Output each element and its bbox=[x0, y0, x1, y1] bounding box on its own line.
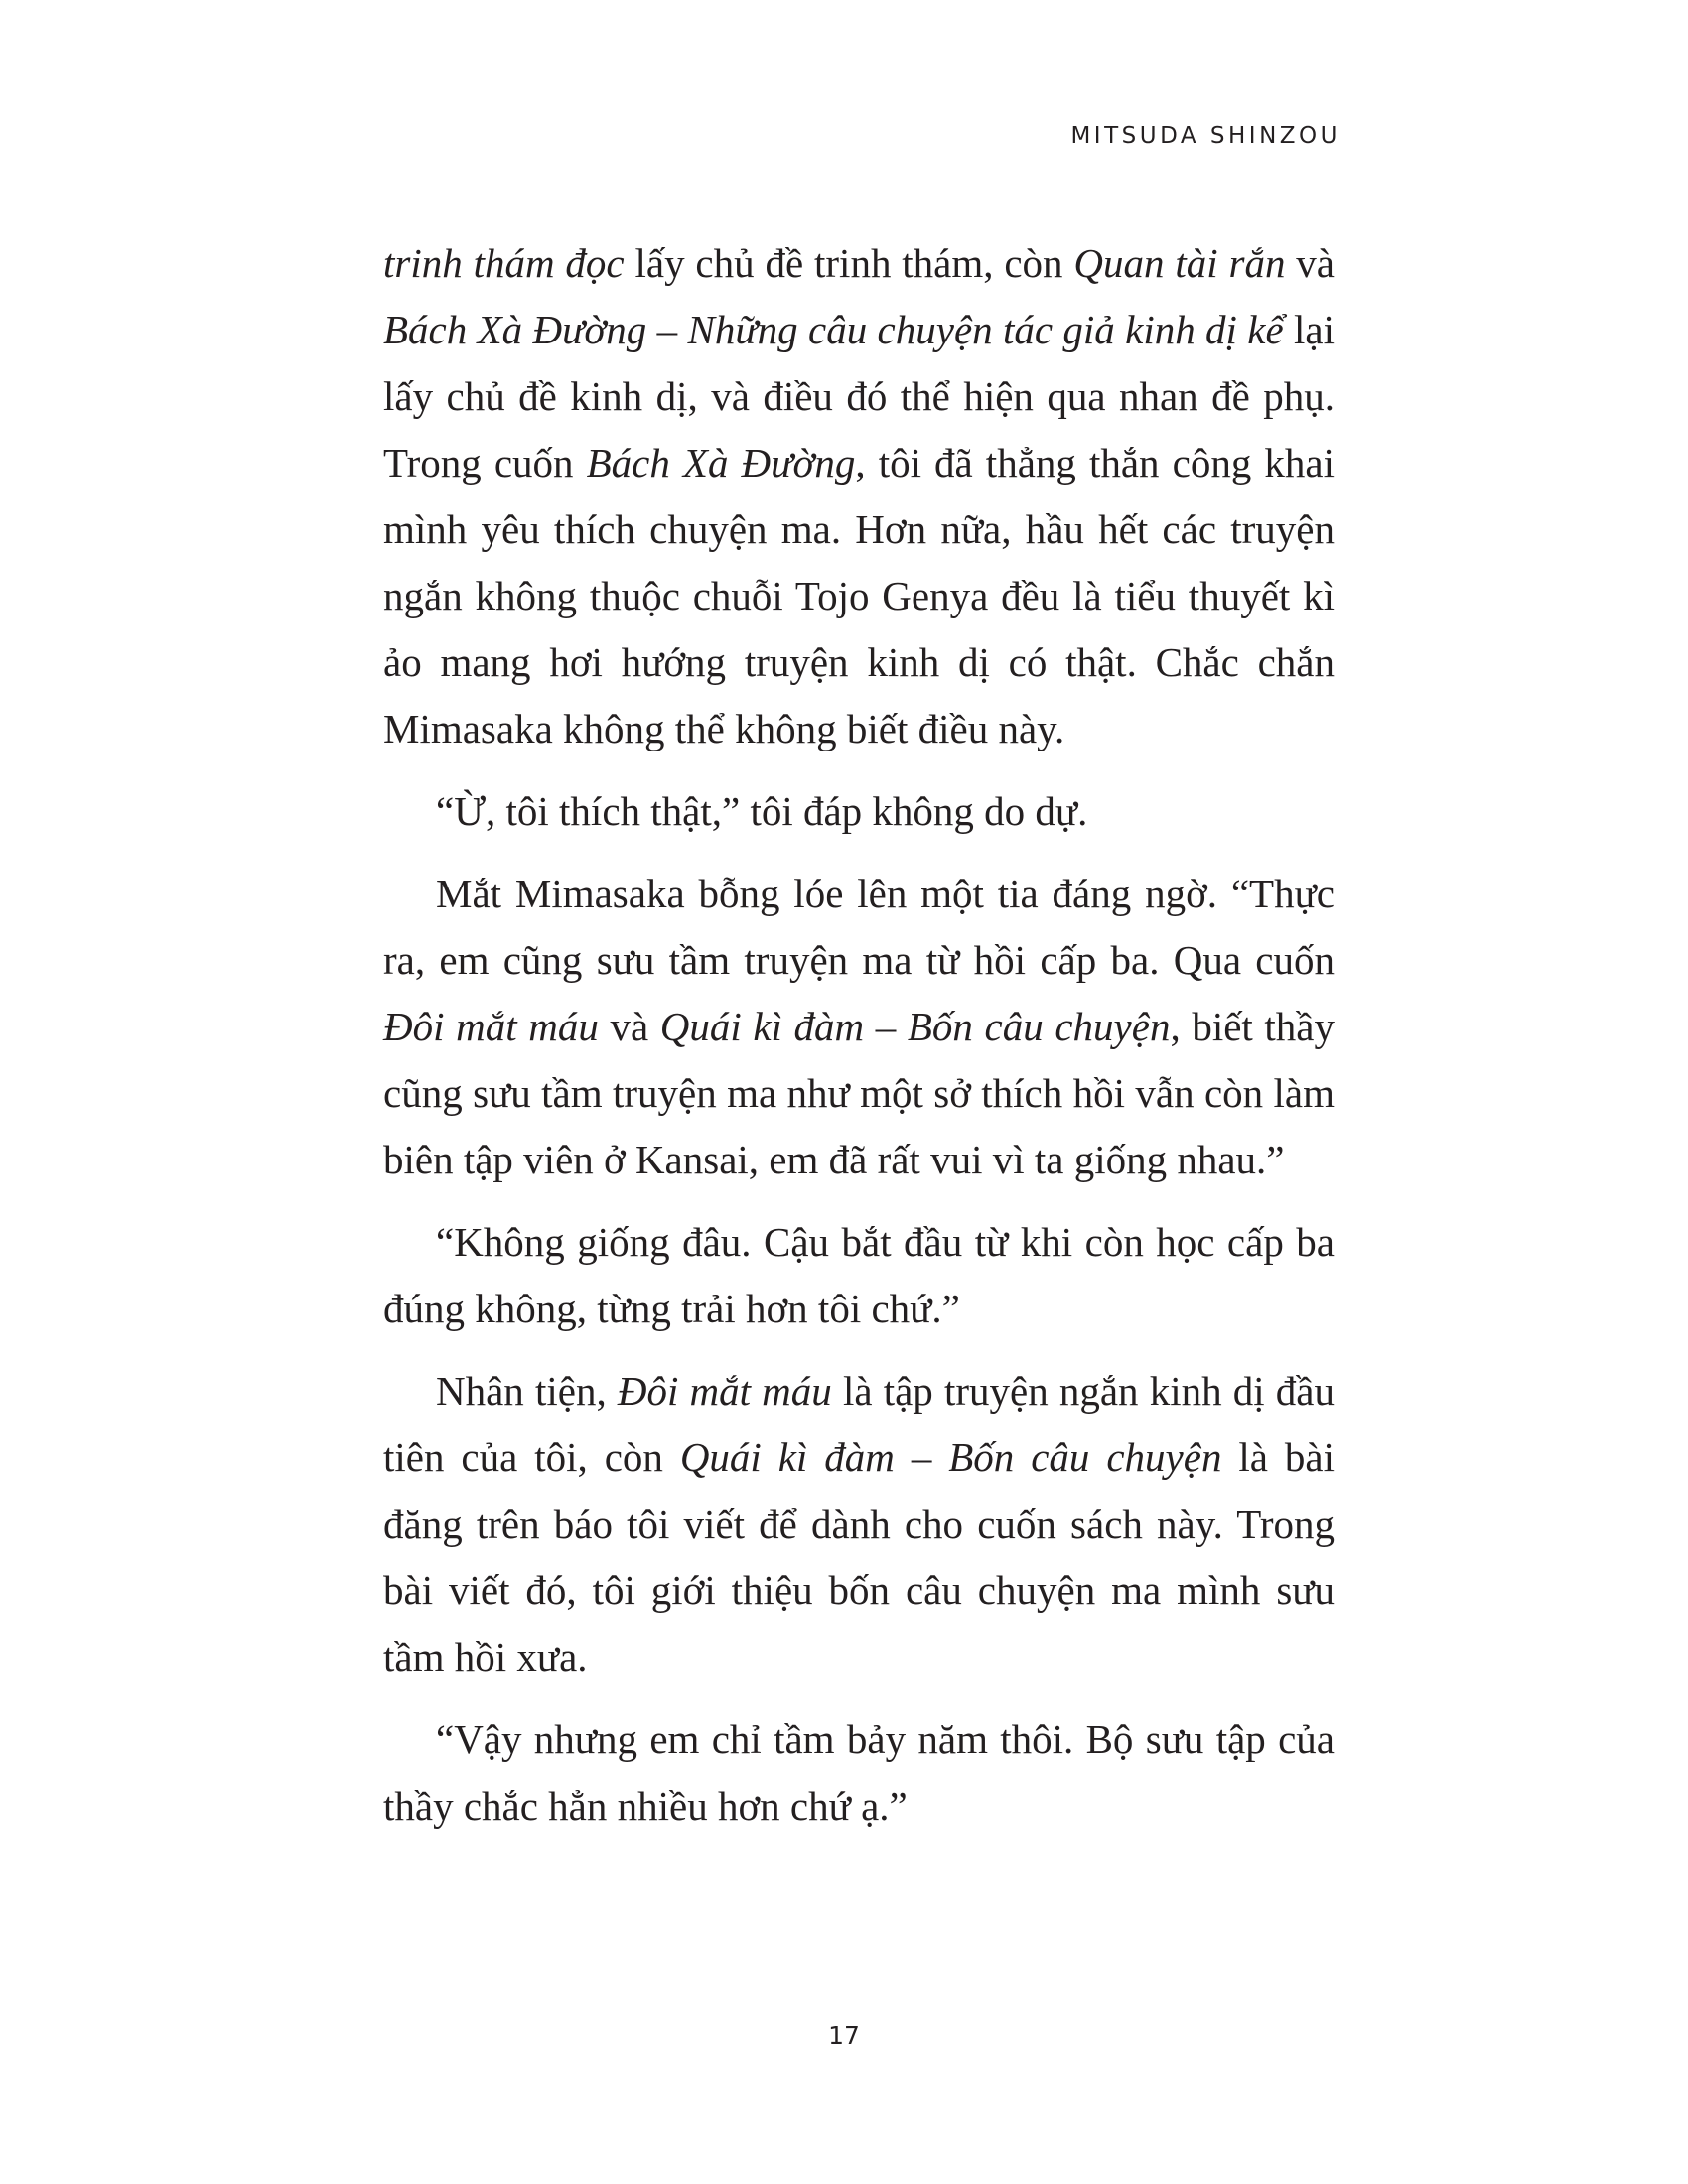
text-run: là tập truyện ngắn kinh dị đầu tiên của tôi, còn bbox=[383, 1368, 1335, 1480]
italic-title: Bách Xà Đường – Những câu chuyện tác giả kinh dị kể bbox=[383, 307, 1284, 352]
text-run: Mắt Mimasaka bỗng lóe lên một tia đáng ngờ. “Thực ra, em cũng sưu tầm truyện ma từ hồi cấp ba. Qua cuốn bbox=[383, 871, 1335, 983]
running-header: MITSUDA SHINZOU bbox=[1070, 123, 1340, 149]
italic-title: Bách Xà Đường bbox=[586, 440, 856, 485]
italic-title: Quái kì đàm – Bốn câu chuyện bbox=[679, 1434, 1222, 1480]
paragraph-6 bbox=[383, 1706, 1335, 1840]
paragraph-2 bbox=[383, 778, 1335, 845]
body-text bbox=[383, 230, 1335, 1855]
text-run: , biết thầy cũng sưu tầm truyện ma như một sở thích hồi vẫn còn làm biên tập viên ở Kansai, em đã rất vui vì ta giống nhau.” bbox=[383, 1004, 1335, 1182]
italic-title: Đôi mắt máu bbox=[383, 1004, 599, 1049]
text-run: Nhân tiện, bbox=[436, 1368, 618, 1414]
italic-title: trinh thám đọc bbox=[383, 240, 625, 286]
paragraph-4 bbox=[383, 1209, 1335, 1342]
text-run: là bài đăng trên báo tôi viết để dành cho cuốn sách này. Trong bài viết đó, tôi giới thiệu bốn câu chuyện ma mình sưu tầm hồi xưa. bbox=[383, 1434, 1335, 1680]
text-run: và bbox=[598, 1004, 660, 1049]
text-run: “Vậy nhưng em chỉ tầm bảy năm thôi. Bộ sưu tập của thầy chắc hẳn nhiều hơn chứ ạ.” bbox=[383, 1716, 1335, 1829]
italic-title: Đôi mắt máu bbox=[617, 1368, 832, 1414]
paragraph-3 bbox=[383, 861, 1335, 1193]
text-run: lấy chủ đề trinh thám, còn bbox=[624, 240, 1074, 286]
text-run: , tôi đã thẳng thắn công khai mình yêu thích chuyện ma. Hơn nữa, hầu hết các truyện ngắn không thuộc chuỗi Tojo Genya đều là tiểu thuyết kì ảo mang hơi hướng truyện kinh dị có thật. Chắc chắn Mimasaka không thể không biết điều này. bbox=[383, 440, 1335, 751]
text-run: lại lấy chủ đề kinh dị, và điều đó thể hiện qua nhan đề phụ. Trong cuốn bbox=[383, 307, 1336, 485]
text-run: “Không giống đâu. Cậu bắt đầu từ khi còn học cấp ba đúng không, từng trải hơn tôi chứ.” bbox=[383, 1219, 1335, 1331]
italic-title: Quái kì đàm – Bốn câu chuyện bbox=[659, 1004, 1171, 1049]
paragraph-5 bbox=[383, 1358, 1335, 1691]
page-number: 17 bbox=[828, 2021, 860, 2050]
italic-title: Quan tài rắn bbox=[1073, 240, 1286, 286]
text-run: và bbox=[1285, 240, 1335, 286]
text-run: “Ừ, tôi thích thật,” tôi đáp không do dự. bbox=[436, 788, 1088, 834]
paragraph-1 bbox=[383, 230, 1335, 762]
